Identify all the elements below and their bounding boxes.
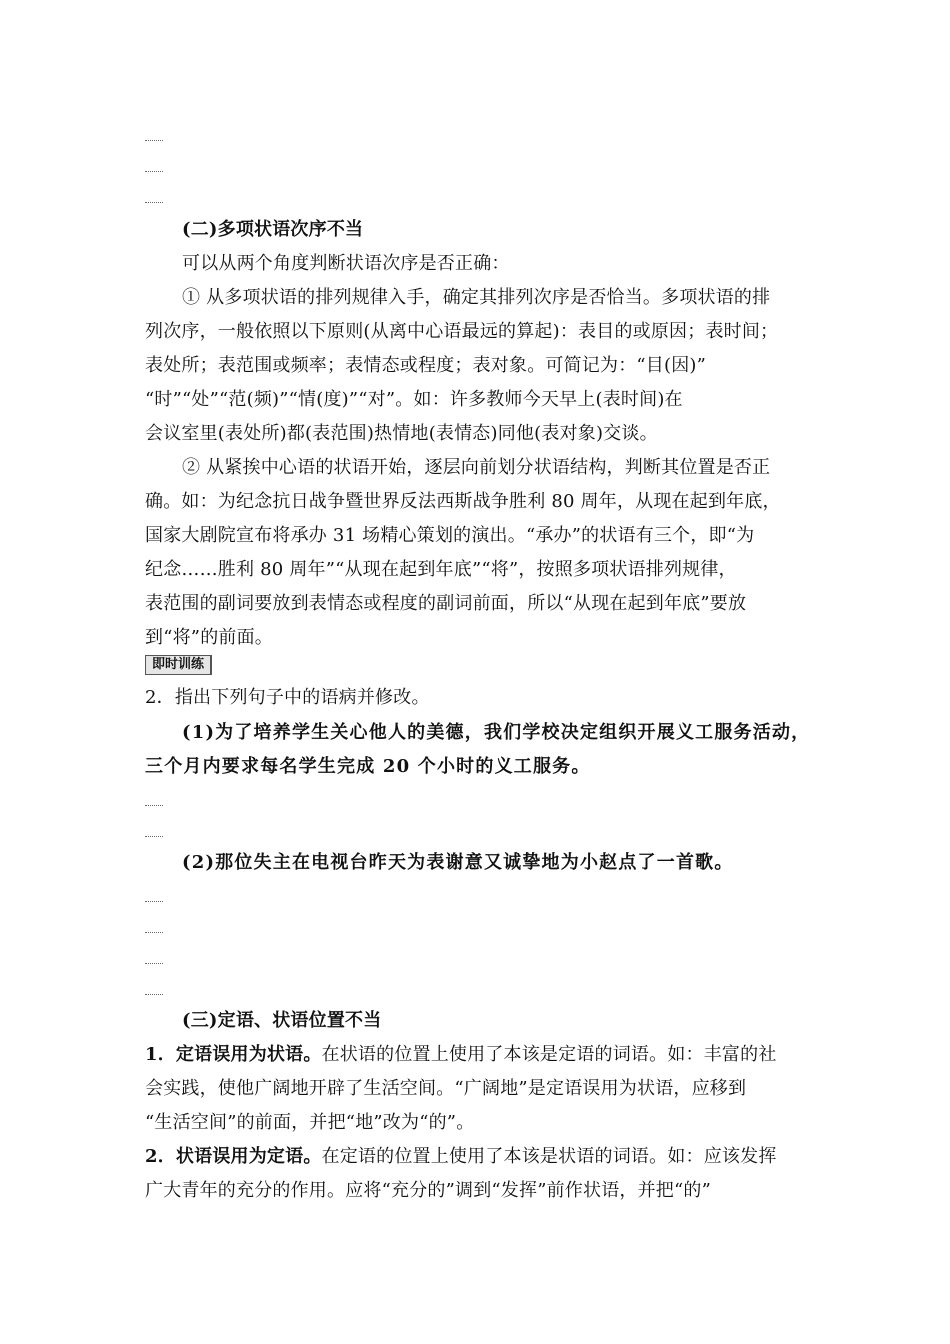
answer-blank-line: [145, 202, 163, 203]
rule-text: 在定语的位置上使用了本该是状语的词语。如：应该发挥: [321, 1146, 777, 1167]
paragraph-line: 表处所；表范围或频率；表情态或程度；表对象。可简记为：“目(因)”: [145, 355, 707, 376]
rule-line: [145, 1044, 825, 1066]
paragraph-line: ① 从多项状语的排列规律入手，确定其排列次序是否恰当。多项状语的排: [182, 287, 771, 308]
rule-title: 1．定语误用为状语。: [145, 1044, 322, 1065]
rule-line: 广大青年的充分的作用。应将“充分的”调到“发挥”前作状语，并把“的”: [145, 1180, 712, 1201]
paragraph-line: 表范围的副词要放到表情态或程度的副词前面，所以“从现在起到年底”要放: [145, 593, 747, 614]
paragraph-line: 纪念……胜利 80 周年”“从现在起到年底”“将”，按照多项状语排列规律，: [145, 559, 737, 580]
paragraph-line: ② 从紧挨中心语的状语开始，逐层向前划分状语结构，判断其位置是否正: [182, 457, 771, 478]
paragraph-line: 列次序，一般依照以下原则(从离中心语最远的算起)：表目的或原因；表时间；: [145, 321, 779, 342]
paragraph-line: 会议室里(表处所)都(表范围)热情地(表情态)同他(表对象)交谈。: [145, 423, 658, 444]
paragraph-line: 到“将”的前面。: [145, 627, 274, 648]
practice-tag: 即时训练: [145, 655, 212, 675]
practice-item-1-cont: 三个月内要求每名学生完成 20 个小时的义工服务。: [145, 756, 591, 777]
paragraph-line: 国家大剧院宣布将承办 31 场精心策划的演出。“承办”的状语有三个，即“为: [145, 525, 755, 546]
paragraph-line: “时”“处”“范(频)”“情(度)”“对”。如：许多教师今天早上(表时间)在: [145, 389, 683, 410]
paragraph-line: 确。如：为纪念抗日战争暨世界反法西斯战争胜利 80 周年，从现在起到年底，: [145, 491, 781, 512]
answer-blank-line: [145, 901, 163, 902]
intro-text: 可以从两个角度判断状语次序是否正确：: [182, 253, 510, 274]
rule-line: [145, 1146, 825, 1168]
section-heading: (三)定语、状语位置不当: [182, 1010, 382, 1031]
answer-blank-line: [145, 994, 163, 995]
answer-blank-line: [145, 932, 163, 933]
answer-blank-line: [145, 171, 163, 172]
practice-item-1: (1)为了培养学生关心他人的美德，我们学校决定组织开展义工服务活动，: [182, 722, 811, 743]
answer-blank-line: [145, 963, 163, 964]
rule-line: “生活空间”的前面，并把“地”改为“的”。: [145, 1112, 475, 1133]
answer-blank-line: [145, 836, 163, 837]
answer-blank-line: [145, 805, 163, 806]
rule-line: 会实践，使他广阔地开辟了生活空间。“广阔地”是定语误用为状语，应移到: [145, 1078, 747, 1099]
practice-question: 2．指出下列句子中的语病并修改。: [145, 687, 430, 708]
practice-item-2: (2)那位失主在电视台昨天为表谢意又诚挚地为小赵点了一首歌。: [182, 852, 734, 873]
answer-blank-line: [145, 140, 163, 141]
section-heading: (二)多项状语次序不当: [182, 219, 364, 240]
rule-title: 2．状语误用为定语。: [145, 1146, 322, 1167]
rule-text: 在状语的位置上使用了本该是定语的词语。如：丰富的社: [321, 1044, 777, 1065]
